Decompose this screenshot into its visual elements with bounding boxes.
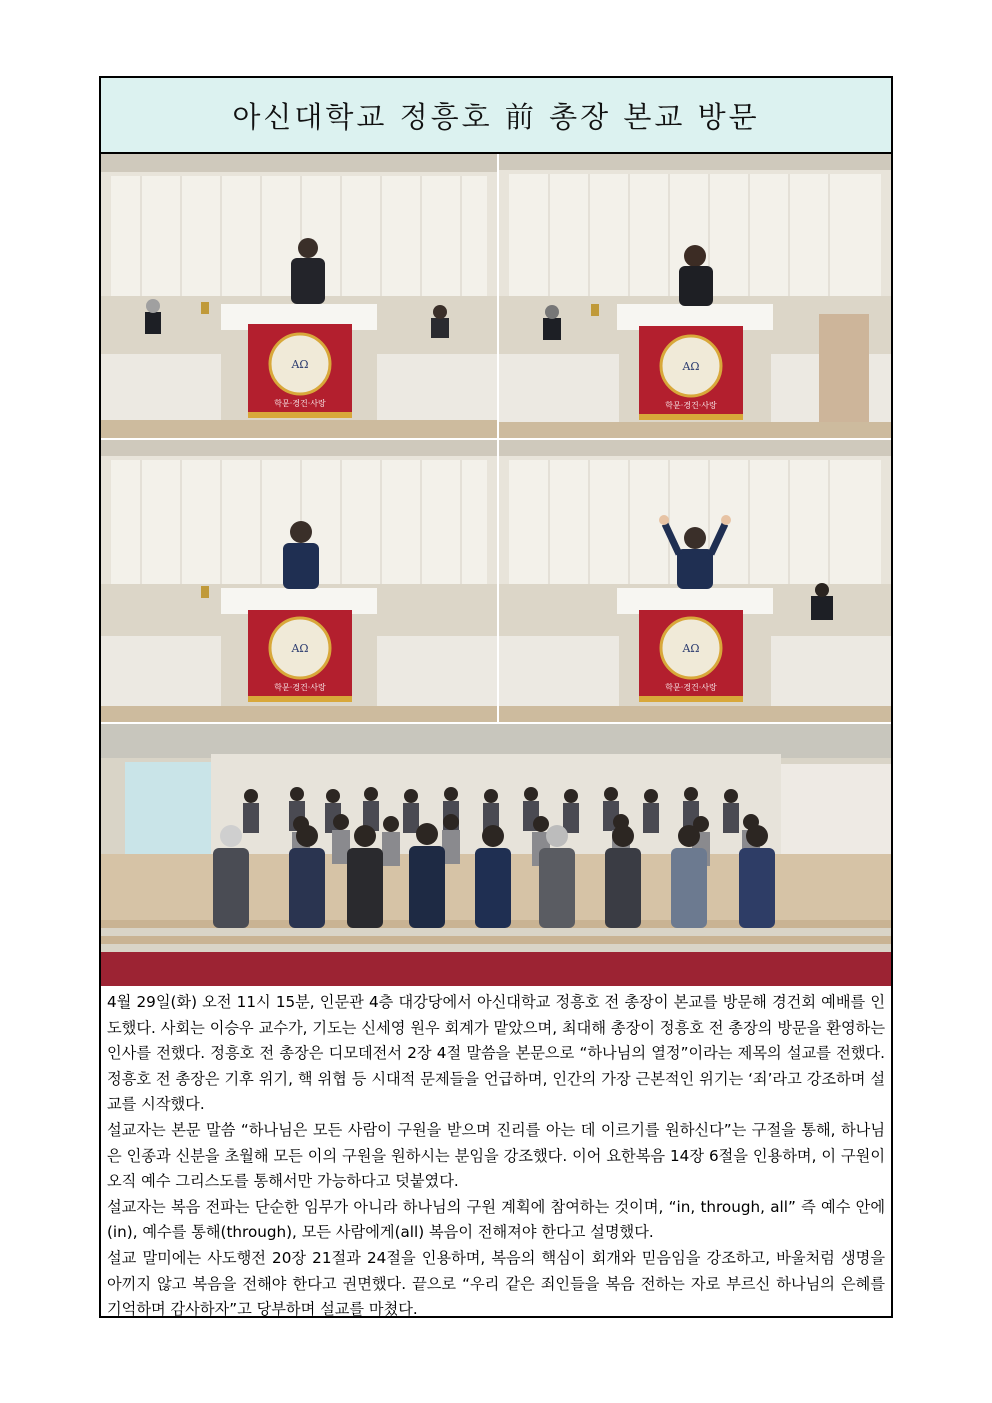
svg-text:학문·경건·사랑: 학문·경건·사랑 (665, 683, 717, 692)
page-title: 아신대학교 정흥호 前 총장 본교 방문 (232, 99, 760, 134)
paragraph-1: 4월 29일(화) 오전 11시 15분, 인문관 4층 대강당에서 아신대학교 정흥호 전 총장이 본교를 방문해 경건회 예배를 인도했다. 사회는 이승우 교수가, 기도는 신세영 원우 회계가 맡았으며, 최대해 총장이 정흥호 전 총장의 방문을 환영하는 인사를 전했다. 정흥호 전 총장은 디모데전서 2장 4절 말씀을 본문으로 “하나님의 열정”이라는 제목의 설교를 전했다. 정흥호 전 총장은 기후 위기, 핵 위협 등 시대적 문제들을 언급하며, 인간의 가장 근본적인 위기는 ‘죄’라고 강조하며 설교를 시작했다. (107, 993, 885, 1114)
paragraph-3: 설교자는 복음 전파는 단순한 임무가 아니라 하나님의 구원 계획에 참여하는 것이며, “in, through, all” 즉 예수 안에(in), 예수를 통해(through), 모든 사람에게(all) 복음이 전해져야 한다고 설명했다. (107, 1197, 885, 1242)
svg-text:AΩ: AΩ (682, 360, 700, 373)
svg-text:AΩ: AΩ (291, 358, 309, 371)
title-bar (101, 78, 891, 154)
photo-speaker-male-podium (101, 154, 497, 438)
paragraph-4: 설교 말미에는 사도행전 20장 21절과 24절을 인용하며, 복음의 핵심이 회개와 믿음임을 강조하고, 바울처럼 생명을 아끼지 않고 복음을 전해야 한다고 권면했다. 끝으로 “우리 같은 죄인들을 복음 전하는 자로 부르신 하나님의 은혜를 기억하며 감사하자”고 당부하며 설교를 마쳤다. (107, 1248, 885, 1319)
paragraph-2: 설교자는 본문 말씀 “하나님은 모든 사람이 구원을 받으며 진리를 아는 데 이르기를 원하신다”는 구절을 통해, 하나님은 인종과 신분을 초월해 모든 이의 구원을 원하시는 분임을 강조했다. 이어 요한복음 14장 6절을 인용하며, 이 구원이 오직 예수 그리스도를 통해서만 가능하다고 덧붙였다. (107, 1120, 885, 1191)
article-frame (99, 76, 893, 1318)
svg-text:AΩ: AΩ (682, 642, 700, 655)
svg-text:학문·경건·사랑: 학문·경건·사랑 (665, 401, 717, 410)
photo-group-photo (101, 724, 891, 986)
photo-preacher-benediction (499, 440, 891, 722)
photo-speaker-female-podium (499, 154, 891, 438)
svg-text:학문·경건·사랑: 학문·경건·사랑 (274, 399, 326, 408)
photo-preacher-podium (101, 440, 497, 722)
article-body (107, 990, 885, 1323)
svg-text:AΩ: AΩ (291, 642, 309, 655)
svg-text:학문·경건·사랑: 학문·경건·사랑 (274, 683, 326, 692)
